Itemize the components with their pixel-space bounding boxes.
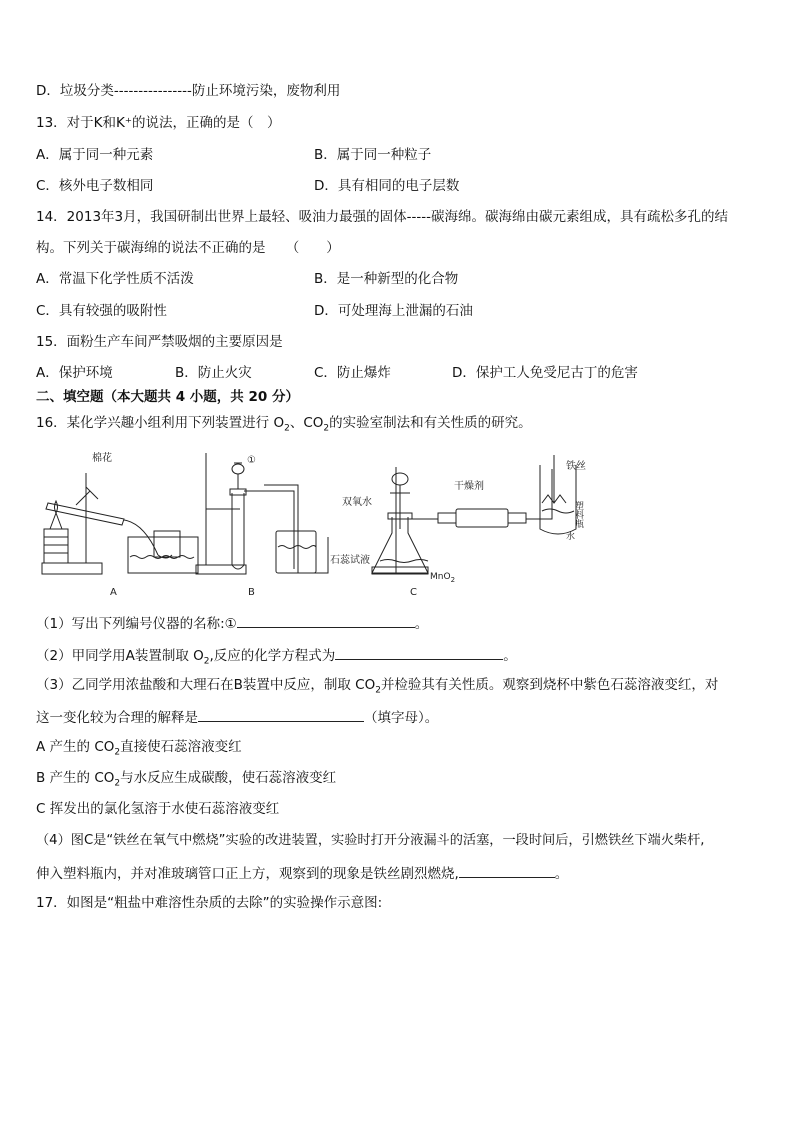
- answer-blank-1[interactable]: [237, 613, 415, 628]
- label-iron-wire: 铁丝: [566, 461, 586, 472]
- q14-stem-line2: 构。下列关于碳海绵的说法不正确的是 （ ）: [36, 240, 340, 256]
- q13-option-c: C．核外电子数相同: [36, 178, 154, 194]
- q12-option-d: D．垃圾分类----------------防止环境污染，废物利用: [36, 83, 341, 99]
- q14-option-c: C．具有较强的吸附性: [36, 303, 167, 319]
- label-b: B: [248, 587, 255, 598]
- apparatus-a: [42, 473, 198, 574]
- label-c: C: [410, 587, 417, 598]
- q13-stem: 13．对于K和K⁺的说法，正确的是（ ）: [36, 115, 281, 131]
- q16-part1: （1）写出下列编号仪器的名称:① 。: [36, 613, 428, 633]
- q16-choice-a: A 产生的 $CO_2$直接使石蕊溶液变红: [36, 739, 242, 758]
- q13-option-d: D．具有相同的电子层数: [314, 178, 460, 194]
- q16-part3-line1: （3）乙同学用浓盐酸和大理石在B装置中反应，制取 $CO_2$并检验其有关性质。观察到烧杯中紫色石蕊溶液变红，对: [36, 677, 719, 696]
- q14-option-d: D．可处理海上泄漏的石油: [314, 303, 473, 319]
- q15-option-d: D．保护工人免受尼古丁的危害: [452, 365, 638, 381]
- label-litmus: 石蕊试液: [330, 555, 370, 566]
- q14-option-a: A．常温下化学性质不活泼: [36, 271, 194, 287]
- q15-option-a: A．保护环境: [36, 365, 113, 381]
- q16-stem: 16．某化学兴趣小组利用下列装置进行 $O_2$、$CO_2$的实验室制法和有关性质的研究。: [36, 415, 532, 434]
- q15-option-b: B．防止火灾: [175, 365, 252, 381]
- q15-option-c: C．防止爆炸: [314, 365, 391, 381]
- q17-stem: 17．如图是“粗盐中难溶性杂质的去除”的实验操作示意图:: [36, 895, 383, 911]
- answer-blank-3[interactable]: [198, 707, 364, 722]
- label-mno2: MnO$_2$: [430, 572, 456, 584]
- answer-blank-2[interactable]: [335, 645, 503, 660]
- q16-part4-line1: （4）图C是“铁丝在氧气中燃烧”实验的改进装置，实验时打开分液漏斗的活塞，一段时间后，引燃铁丝下端火柴杆,: [36, 833, 705, 848]
- q16-part3-line2: 这一变化较为合理的解释是 （填字母）。: [36, 707, 438, 727]
- label-water: 水: [566, 532, 576, 542]
- label-a: A: [110, 587, 117, 598]
- apparatus-c: [372, 455, 576, 574]
- section-heading: 二、填空题（本大题共 4 小题，共 20 分）: [36, 389, 299, 405]
- apparatus-b: [196, 453, 328, 574]
- label-plastic-bottle: 塑料瓶: [573, 501, 583, 528]
- answer-blank-4[interactable]: [459, 863, 555, 878]
- q14-option-b: B．是一种新型的化合物: [314, 271, 459, 287]
- q16-choice-b: B 产生的 $CO_2$与水反应生成碳酸，使石蕊溶液变红: [36, 770, 337, 789]
- label-instrument-1: ①: [247, 455, 256, 466]
- q13-option-a: A．属于同一种元素: [36, 147, 154, 163]
- apparatus-figure: [36, 447, 626, 599]
- label-h2o2: 双氧水: [342, 497, 372, 508]
- q13-option-b: B．属于同一种粒子: [314, 147, 432, 163]
- label-cotton: 棉花: [92, 453, 112, 464]
- label-desiccant: 干燥剂: [454, 481, 484, 492]
- q14-stem-line1: 14．2013年3月，我国研制出世界上最轻、吸油力最强的固体-----碳海绵。碳海绵由碳元素组成，具有疏松多孔的结: [36, 209, 728, 225]
- q16-choice-c: C 挥发出的氯化氢溶于水使石蕊溶液变红: [36, 801, 280, 817]
- q16-part4-line2: 伸入塑料瓶内，并对准玻璃管口正上方，观察到的现象是铁丝剧烈燃烧, 。: [36, 863, 568, 883]
- q15-stem: 15．面粉生产车间严禁吸烟的主要原因是: [36, 334, 283, 350]
- q16-part2: （2）甲同学用A装置制取 $O_2$,反应的化学方程式为 。: [36, 645, 517, 671]
